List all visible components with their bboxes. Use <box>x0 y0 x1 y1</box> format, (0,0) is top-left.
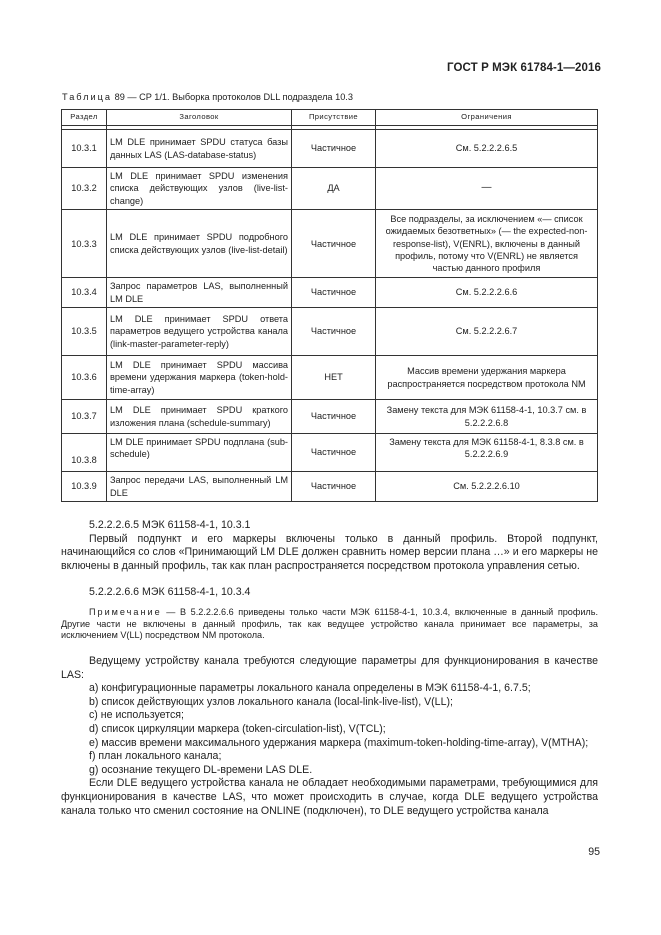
note-text: — В 5.2.2.2.6.6 приведены только части МЭК 61158-4-1, 10.3.4, включенные в данный профиль. Другие части не включены в данный профиль, так как ведущее устройство канала принимает все параметры, за исключением V(LL) посредством NM протокола. <box>61 607 598 641</box>
cell-section: 10.3.2 <box>62 168 107 210</box>
cell-limits: См. 5.2.2.2.6.7 <box>376 308 598 356</box>
paragraph: Первый подпункт и его маркеры включены только в данный профиль. Второй подпункт, начинающийся со слов «Принимающий LM DLE должен сравнить номер версии плана …» и его маркеры не включены в данный профиль, так как план распространяется посредством протокола управления сетью. <box>61 532 598 572</box>
list-item: c) не используется; <box>89 709 184 722</box>
cell-title: LM DLE принимает SPDU подплана (sub-schedule) <box>107 434 292 472</box>
cell-limits: См. 5.2.2.2.6.10 <box>376 472 598 502</box>
table-row <box>62 130 598 168</box>
cell-title: LM DLE принимает SPDU статуса базы данных LAS (LAS-database-status) <box>107 130 292 168</box>
cell-title: Запрос передачи LAS, выполненный LM DLE <box>107 472 292 502</box>
table-row <box>62 278 598 308</box>
cell-section: 10.3.5 <box>62 308 107 356</box>
table-row <box>62 308 598 356</box>
list-item: f) план локального канала; <box>89 750 222 763</box>
paragraph: Ведущему устройству канала требуются следующие параметры для функционирования в качестве LAS: <box>61 655 598 681</box>
section-5-2-2-2-6-5 <box>61 519 598 573</box>
table-row <box>62 434 598 472</box>
cell-limits: Замену текста для МЭК 61158-4-1, 8.3.8 см. в 5.2.2.2.6.9 <box>376 434 598 472</box>
cell-title: LM DLE принимает SPDU подробного списка действующих узлов (live-list-detail) <box>107 210 292 278</box>
col-header-title: Заголовок <box>107 110 292 126</box>
list-item: g) осознание текущего DL-времени LAS DLE. <box>89 763 313 776</box>
note-block <box>61 607 598 642</box>
cell-limits: — <box>376 168 598 210</box>
table-row <box>62 168 598 210</box>
table-header-row <box>62 110 598 126</box>
cell-limits: См. 5.2.2.2.6.6 <box>376 278 598 308</box>
cell-presence: Частичное <box>292 210 376 278</box>
paragraph: Если DLE ведущего устройства канала не обладает необходимыми параметрами, требующимися для функционирования в качестве LAS, что может происходить в случае, когда DLE ведущего устройства канала только что сменил состояние на ONLINE (подключен), то DLE ведущего устройства канала <box>61 777 598 817</box>
cell-section: 10.3.1 <box>62 130 107 168</box>
subsection-heading: 5.2.2.2.6.5 МЭК 61158-4-1, 10.3.1 <box>89 519 251 531</box>
page-number: 95 <box>588 846 600 858</box>
cell-presence: Частичное <box>292 308 376 356</box>
cell-section: 10.3.8 <box>62 434 107 472</box>
cell-limits: См. 5.2.2.2.6.5 <box>376 130 598 168</box>
cell-presence: ДА <box>292 168 376 210</box>
cell-limits: Замену текста для МЭК 61158-4-1, 10.3.7 см. в 5.2.2.2.6.8 <box>376 400 598 434</box>
table-row <box>62 472 598 502</box>
cell-title: LM DLE принимает SPDU ответа параметров ведущего устройства канала (link-master-parameter-reply) <box>107 308 292 356</box>
cell-limits: Все подразделы, за исключением «— список ожидаемых безответных» (— the expected-non-response-list), V(ENRL), включены в данный профиль, потому что V(ENRL) не является частью данного профиля <box>376 210 598 278</box>
cell-presence: НЕТ <box>292 356 376 400</box>
cell-presence: Частичное <box>292 472 376 502</box>
table-row <box>62 400 598 434</box>
list-item: d) список циркуляции маркера (token-circulation-list), V(TCL); <box>89 722 386 735</box>
cell-presence: Частичное <box>292 130 376 168</box>
cell-title: Запрос параметров LAS, выполненный LM DLE <box>107 278 292 308</box>
col-header-limits: Ограничения <box>376 110 598 126</box>
table-caption-text: 89 — CP 1/1. Выборка протоколов DLL подраздела 10.3 <box>112 92 353 102</box>
protocol-selection-table <box>61 109 598 502</box>
section-5-2-2-2-6-6 <box>61 586 598 600</box>
list-item: a) конфигурационные параметры локального канала определены в МЭК 61158-4-1, 6.7.5; <box>89 682 531 695</box>
document-standard-code: ГОСТ Р МЭК 61784-1—2016 <box>447 62 601 74</box>
list-item: b) список действующих узлов локального канала (local-link-live-list), V(LL); <box>89 695 453 708</box>
table-row <box>62 356 598 400</box>
cell-section: 10.3.3 <box>62 210 107 278</box>
cell-presence: Частичное <box>292 434 376 472</box>
cell-section: 10.3.7 <box>62 400 107 434</box>
cell-limits: Массив времени удержания маркера распространяется посредством протокола NM <box>376 356 598 400</box>
col-header-presence: Присутствие <box>292 110 376 126</box>
cell-section: 10.3.6 <box>62 356 107 400</box>
cell-section: 10.3.4 <box>62 278 107 308</box>
list-item: e) массив времени максимального удержания маркера (maximum-token-holding-time-array), V(MTHA); <box>89 736 589 749</box>
parameters-block <box>61 655 598 818</box>
cell-title: LM DLE принимает SPDU краткого изложения плана (schedule-summary) <box>107 400 292 434</box>
cell-title: LM DLE принимает SPDU изменения списка действующих узлов (live-list-change) <box>107 168 292 210</box>
subsection-heading: 5.2.2.2.6.6 МЭК 61158-4-1, 10.3.4 <box>89 586 251 598</box>
cell-presence: Частичное <box>292 278 376 308</box>
table-caption <box>62 92 353 102</box>
table-row <box>62 210 598 278</box>
cell-section: 10.3.9 <box>62 472 107 502</box>
cell-title: LM DLE принимает SPDU массива времени удержания маркера (token-hold-time-array) <box>107 356 292 400</box>
cell-presence: Частичное <box>292 400 376 434</box>
table-caption-label: Таблица <box>62 92 113 102</box>
note-label: Примечание <box>89 607 162 617</box>
col-header-section: Раздел <box>62 110 107 126</box>
